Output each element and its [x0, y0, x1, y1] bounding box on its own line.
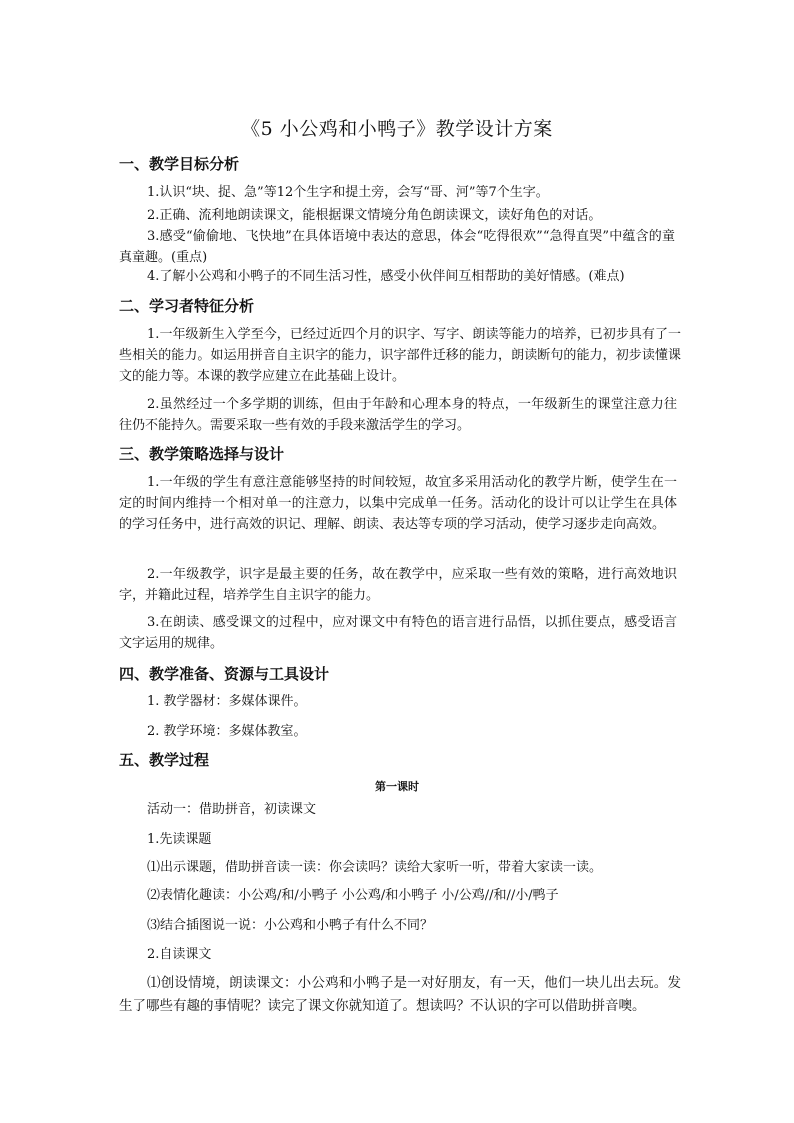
step-item: ⑴创设情境，朗读课文：小公鸡和小鸭子是一对好朋友，有一天，他们一块儿出去玩。发生了哪些有趣的事情呢？读完了课文你就知道了。想读吗？不认识的字可以借助拼音噢。	[119, 975, 681, 1014]
document-title: 《5 小公鸡和小鸭子》教学设计方案	[241, 118, 553, 140]
learner-paragraph: 1.一年级新生入学至今，已经过近四个月的识字、写字、朗读等能力的培养，已初步具有了一些相关的能力。如运用拼音自主识字的能力，识字部件迁移的能力，朗读断句的能力，初步读懂课文的能力等。本课的教学应建立在此基础上设计。	[119, 327, 681, 384]
step-item: ⑴出示课题，借助拼音读一读：你会读吗？读给大家听一听，带着大家读一读。	[147, 860, 603, 875]
lesson-label: 第一课时	[375, 780, 419, 793]
step-title: 2.自读课文	[147, 947, 212, 962]
activity-title: 活动一：借助拼音，初读课文	[147, 802, 317, 817]
strategy-paragraph: 1.一年级的学生有意注意能够坚持的时间较短，故宜多采用活动化的教学片断，使学生在一定的时间内维持一个相对单一的注意力，以集中完成单一任务。活动化的设计可以让学生在具体的学习任务中，进行高效的识记、理解、朗读、表达等专项的学习活动，使学习逐步走向高效。	[119, 475, 677, 532]
step-item: ⑶结合插图说一说：小公鸡和小鸭子有什么不同？	[147, 918, 434, 933]
section-heading-preparation: 四、教学准备、资源与工具设计	[119, 665, 330, 683]
section-heading-process: 五、教学过程	[119, 751, 210, 769]
section-heading-learners: 二、学习者特征分析	[119, 297, 255, 315]
section-heading-objectives: 一、教学目标分析	[119, 155, 240, 173]
objective-item: 3.感受“偷偷地、飞快地”在具体语境中表达的意思，体会“吃得很欢”“急得直哭”中蕴含的童真童趣。(重点)	[119, 229, 675, 265]
strategy-paragraph: 2.一年级教学，识字是最主要的任务，故在教学中，应采取一些有效的策略，进行高效地识字，并籍此过程，培养学生自主识字的能力。	[119, 567, 677, 603]
preparation-item: 2. 教学环境：多媒体教室。	[147, 724, 307, 739]
objective-item: 1.认识“块、捉、急”等12个生字和提土旁，会写“哥、河”等7个生字。	[147, 185, 549, 200]
objective-item: 4.了解小公鸡和小鸭子的不同生活习性，感受小伙伴间互相帮助的美好情感。(难点)	[147, 269, 625, 284]
preparation-item: 1. 教学器材：多媒体课件。	[147, 694, 307, 709]
step-item: ⑵表情化趣读：小公鸡/和/小鸭子 小公鸡/和小鸭子 小/公鸡//和//小/鸭子	[147, 888, 559, 903]
section-heading-strategy: 三、教学策略选择与设计	[119, 445, 285, 463]
step-title: 1.先读课题	[147, 832, 212, 847]
objective-item: 2.正确、流利地朗读课文，能根据课文情境分角色朗读课文，读好角色的对话。	[147, 208, 602, 223]
learner-paragraph: 2.虽然经过一个多学期的训练，但由于年龄和心理本身的特点，一年级新生的课堂注意力往往仍不能持久。需要采取一些有效的手段来激活学生的学习。	[119, 397, 677, 433]
strategy-paragraph: 3.在朗读、感受课文的过程中，应对课文中有特色的语言进行品悟，以抓住要点，感受语言文字运用的规律。	[119, 615, 677, 651]
